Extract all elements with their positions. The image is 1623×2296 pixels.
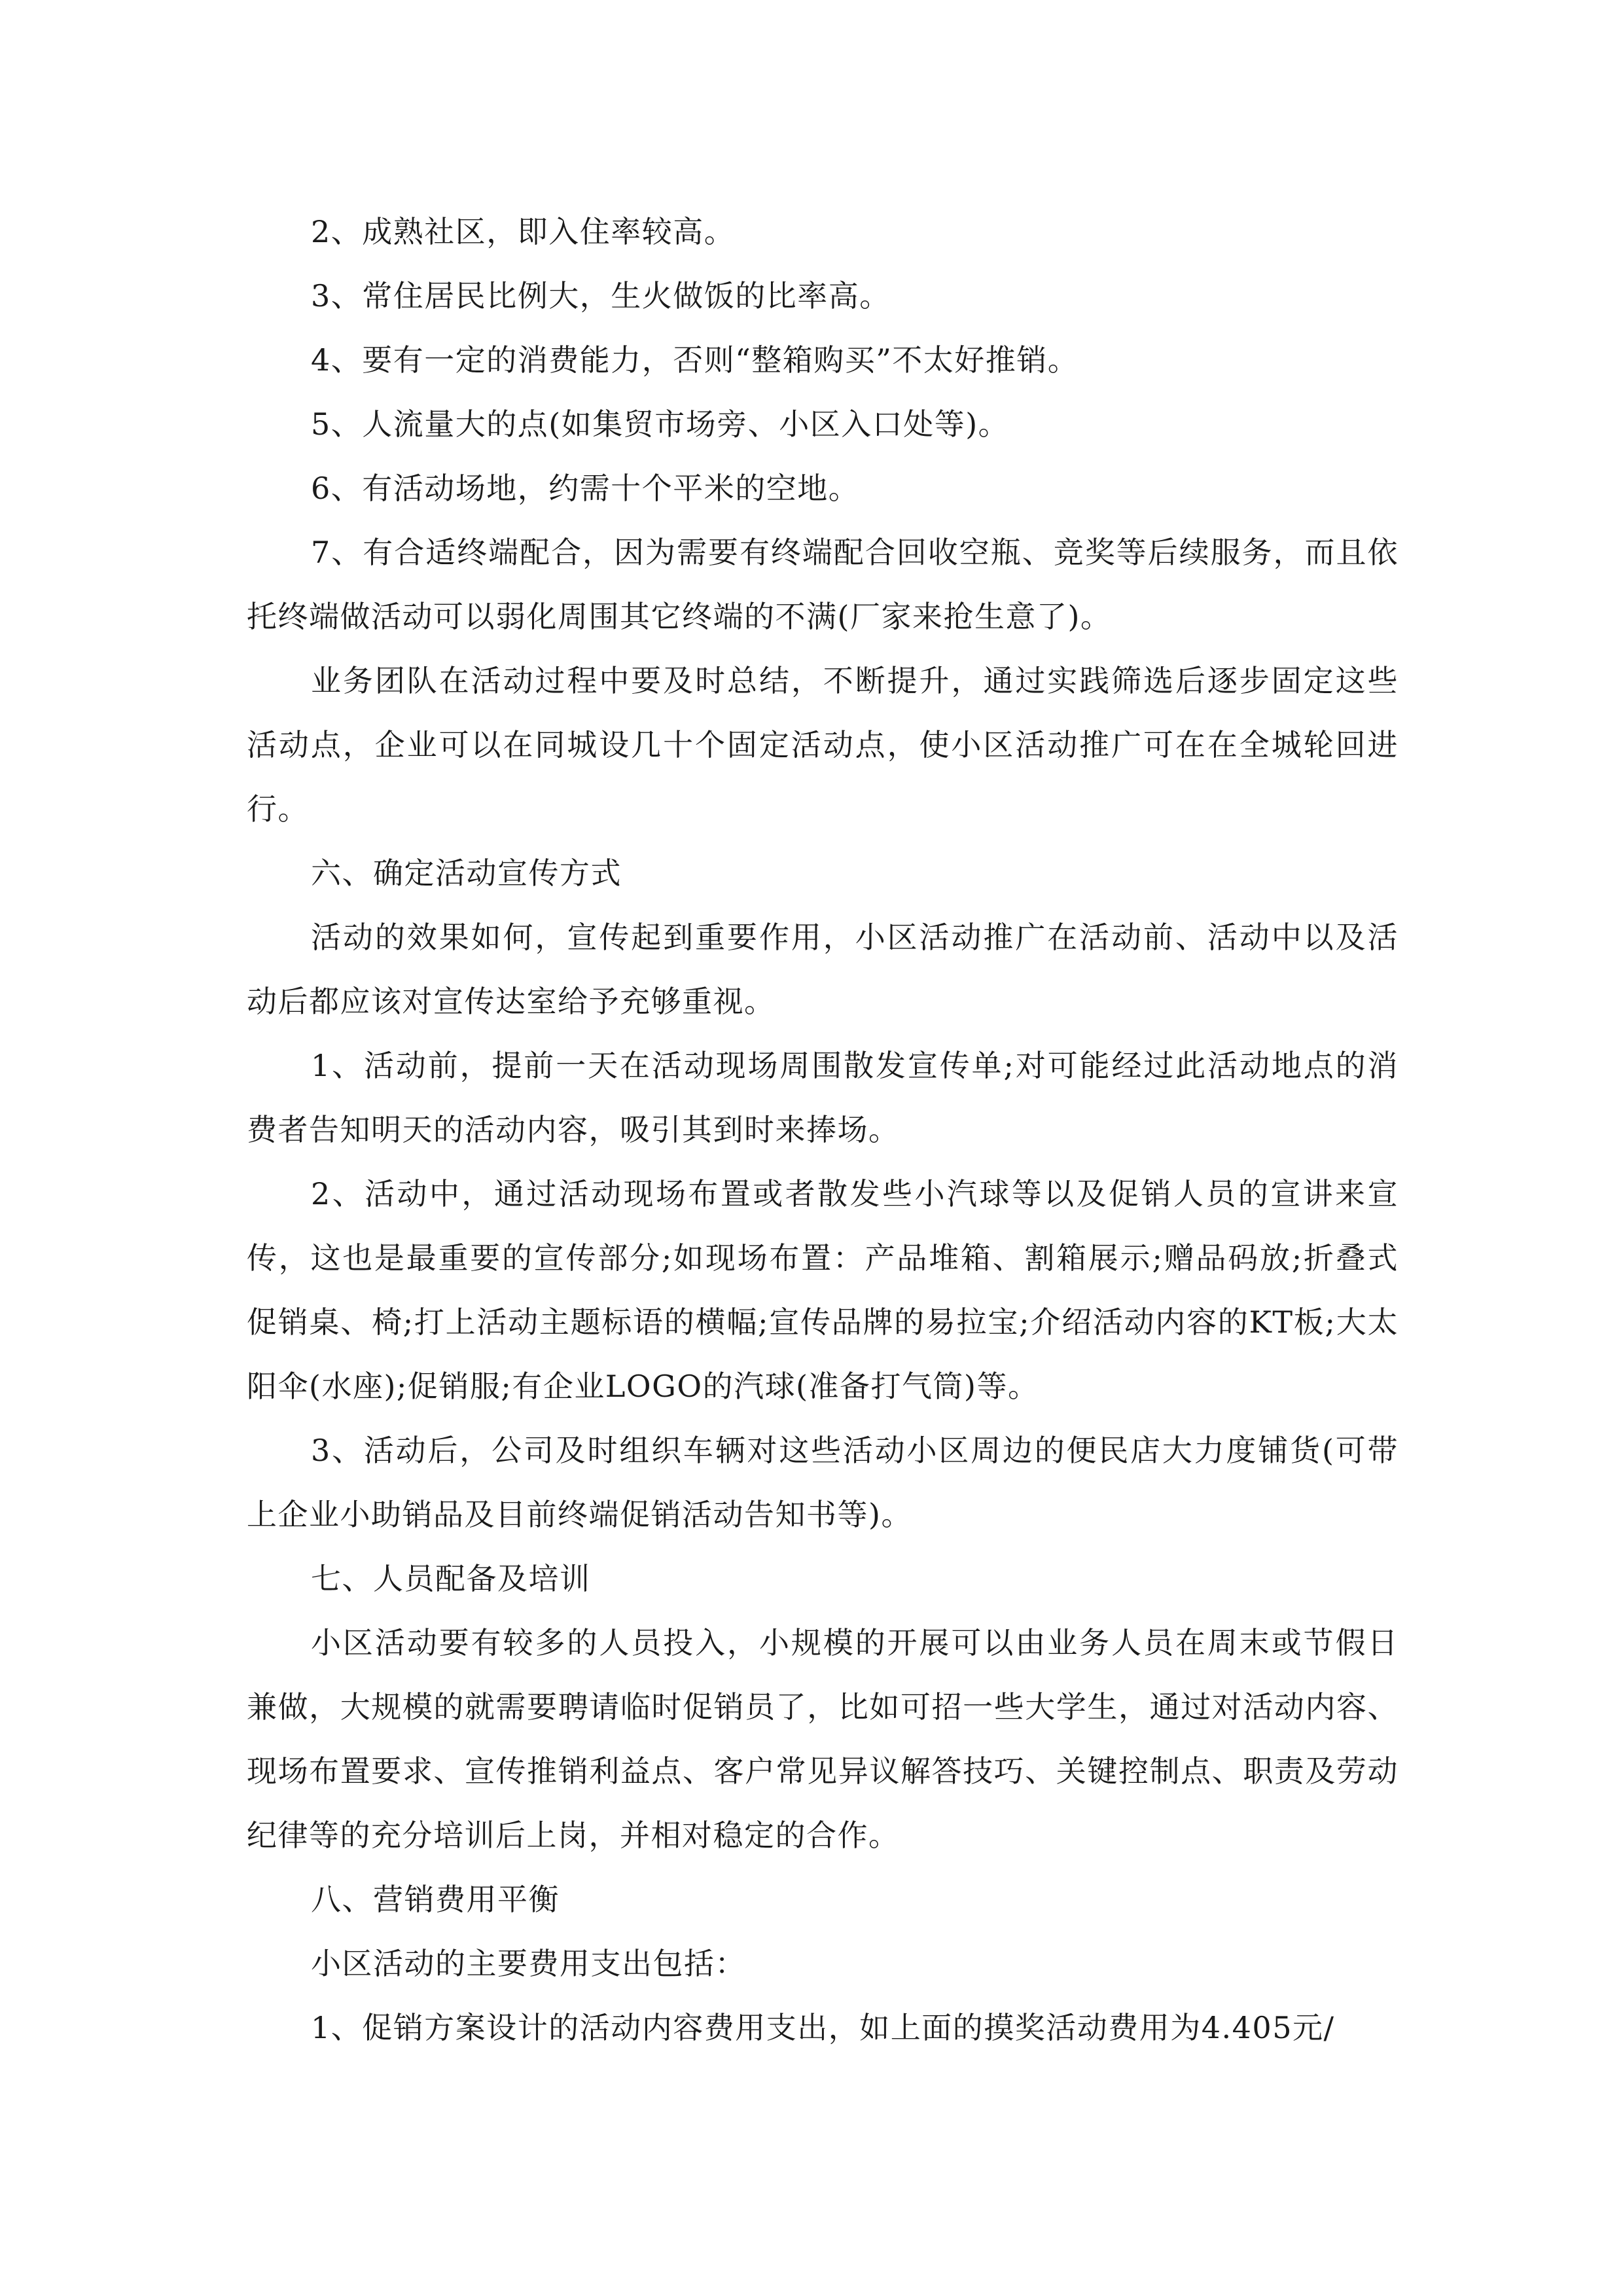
list-item-before-activity: 1、活动前，提前一天在活动现场周围散发宣传单;对可能经过此活动地点的消费者告知明天的活动内容，吸引其到时来捧场。: [247, 1048, 1399, 1147]
list-item-foot-traffic: 5、人流量大的点(如集贸市场旁、小区入口处等)。: [311, 406, 1010, 442]
section-heading-cost-balance: 八、营销费用平衡: [311, 1882, 560, 1917]
list-item-during-activity: 2、活动中，通过活动现场布置或者散发些小汽球等以及促销人员的宣讲来宣传，这也是最重要的宣传部分;如现场布置：产品堆箱、割箱展示;赠品码放;折叠式促销桌、椅;打上活动主题标语的横幅;宣传品牌的易拉宝;介绍活动内容的KT板;大太阳伞(水座);促销服;有企业LOGO的汽球(准备打气筒)等。: [247, 1176, 1399, 1404]
list-item-resident-ratio: 3、常住居民比例大，生火做饭的比率高。: [311, 278, 891, 314]
paragraph-staffing: 小区活动要有较多的人员投入，小规模的开展可以由业务人员在周末或节假日兼做，大规模的就需要聘请临时促销员了，比如可招一些大学生，通过对活动内容、现场布置要求、宣传推销利益点、客户常见异议解答技巧、关键控制点、职责及劳动纪律等的充分培训后上岗，并相对稳定的合作。: [247, 1625, 1399, 1853]
list-item-after-activity: 3、活动后，公司及时组织车辆对这些活动小区周边的便民店大力度铺货(可带上企业小助销品及目前终端促销活动告知书等)。: [247, 1433, 1399, 1532]
section-heading-publicity: 六、确定活动宣传方式: [311, 855, 622, 891]
paragraph-team-summary: 业务团队在活动过程中要及时总结，不断提升，通过实践筛选后逐步固定这些活动点，企业可以在同城设几十个固定活动点，使小区活动推广可在在全城轮回进行。: [247, 663, 1399, 827]
section-heading-staffing: 七、人员配备及培训: [311, 1561, 591, 1596]
list-item-terminal-cooperation: 7、有合适终端配合，因为需要有终端配合回收空瓶、竞奖等后续服务，而且依托终端做活动可以弱化周围其它终端的不满(厂家来抢生意了)。: [247, 535, 1399, 634]
paragraph-publicity-intro: 活动的效果如何，宣传起到重要作用，小区活动推广在活动前、活动中以及活动后都应该对宣传达室给予充够重视。: [247, 920, 1399, 1019]
list-item-promotion-cost: 1、促销方案设计的活动内容费用支出，如上面的摸奖活动费用为4.405元/: [311, 2010, 1335, 2045]
list-item-purchasing-power: 4、要有一定的消费能力，否则“整箱购买”不太好推销。: [311, 342, 1079, 378]
list-item-activity-space: 6、有活动场地，约需十个平米的空地。: [311, 471, 860, 506]
document-body: [247, 200, 1399, 2060]
paragraph-cost-intro: 小区活动的主要费用支出包括：: [311, 1946, 746, 1981]
list-item-community-occupancy: 2、成熟社区，即入住率较高。: [311, 214, 736, 249]
